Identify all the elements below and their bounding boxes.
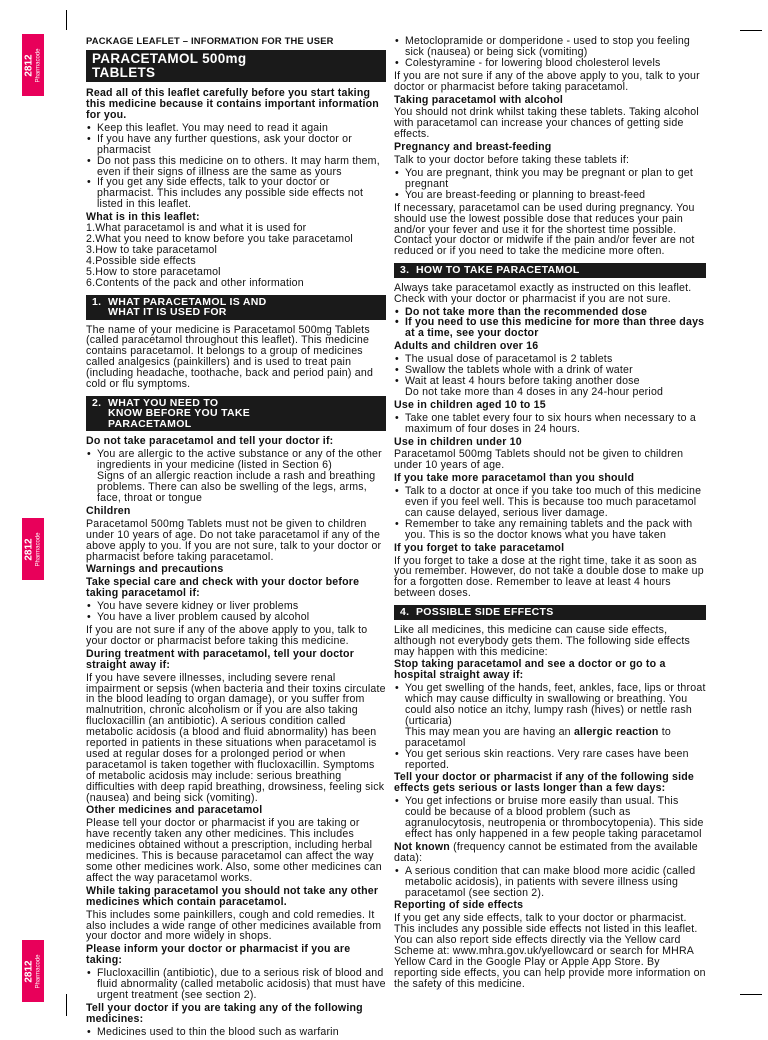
tell-pharmacist-bullet: • You get infections or bruise more easily than usual. This could be because of a blood problem (such as agranulocytosis, neutropenia or thrombocytopenia). This side effect has only happened in a few people taking paracetamol [394,796,706,840]
pharmacode-tab [22,940,44,1002]
allergic-bold: allergic reaction [573,725,659,738]
forget-body: If you forget to take a dose at the right time, take it as soon as you remember. However, do not take a double dose to make up for a forgotten dose. Remember to leave at least 4 hours between doses. [394,554,704,600]
other-medicines-body: Please tell your doctor or pharmacist if you are taking or have recently taken any other medicines. This includes medicines obtained without a prescription, including herbal medicines. This is because paracetamol can affect the way some other medicines work. Also, some other medicines can affect the way paracetamol works. [86,817,382,884]
dont-take-continuation: Signs of an allergic reaction include a rash and breathing problems. There can also be swelling of the legs, arms, face, throat or tongue [97,470,376,504]
overdose-list [394,486,706,541]
leaflet-right-column [394,36,706,992]
dose-warning-bullet: • If you need to use this medicine for more than three days at a time, see your doctor [394,317,706,339]
tell-doctor-after: If you are not sure if any of the above apply to you, talk to your doctor or pharmacist before taking paracetamol. [394,69,700,93]
crop-mark [740,30,762,31]
product-title-line1: PARACETAMOL 500mg [92,50,247,66]
stop-taking-list [394,683,706,770]
warnings-heading: Warnings and precautions [86,563,224,576]
section-1-heading [86,295,386,320]
children-10-15-heading: Use in children aged 10 to 15 [394,398,546,411]
tell-pharmacist-heading: Tell your doctor or pharmacist if any of the following side effects gets serious or lasts longer than a few days: [394,771,695,795]
during-body: If you have severe illnesses, including severe renal impairment or sepsis (when bacteria and their toxins circulate in the blood leading to organ damage), or you suffer from malnutrition, chronic alcoholism or if you are also taking flucloxacillin (an antibiotic). A serious condition called metabolic acidosis (a blood and fluid abnormality) has been reported in patients in these situations when paracetamol is used at regular doses for a prolonged period or when paracetamol is taken together with flucloxacillin. Symptoms of metabolic acidosis may include: serious breathing difficulties with deep rapid breathing, drowsiness, feeling sick (nausea) and being sick (vomiting). [86,671,386,804]
dont-take-list [86,449,386,504]
reporting-heading: Reporting of side effects [394,899,524,912]
alcohol-heading: Taking paracetamol with alcohol [394,93,564,106]
section-number: 1. [92,295,102,308]
toc-item: 1.What paracetamol is and what it is used for [86,222,307,235]
adults-bullet: • Wait at least 4 hours before taking another dose [394,376,706,387]
alcohol-body: You should not drink whilst taking these tablets. Taking alcohol with paracetamol can increase your chances of getting side effects. [394,106,699,141]
other-medicines-heading: Other medicines and paracetamol [86,804,263,817]
care-after: If you are not sure if any of the above apply to you, talk to your doctor or pharmacist before taking this medicine. [86,623,368,647]
section-number: 4. [400,606,410,619]
pharmacode-tab [22,34,44,96]
section-4-intro: Like all medicines, this medicine can cause side effects, although not everybody gets them. The following side effects may happen with this medicine: [394,623,691,658]
inform-list [86,968,386,1001]
pharmacode-number: 2812 [23,959,35,983]
section-2-heading [86,396,386,432]
pharmacode-number: 2812 [23,53,35,77]
section-title-line: WHAT PARACETAMOL IS AND [108,295,267,308]
allergic-reaction-note [394,727,706,749]
section-title-line: KNOW BEFORE YOU TAKE [108,407,251,420]
while-taking-body: This includes some painkillers, cough and cold remedies. It also includes a wide range of other medicines available from your doctor and more widely in shops. [86,908,382,943]
adults-bullet: • The usual dose of paracetamol is 2 tablets [394,354,706,365]
not-known-list [394,866,706,899]
crop-mark [66,994,67,1016]
care-bullet: • You have severe kidney or liver problems [86,601,386,612]
pharmacode-label: Pharmacode [35,47,42,83]
section-number: 3. [400,264,410,277]
tell-doctor-bullet: • Metoclopramide or domperidone - used to stop you feeling sick (nausea) or being sick (vomiting) [394,36,706,58]
section-title-line: PARACETAMOL [108,417,192,430]
care-list [86,601,386,623]
pharmacode-tab [22,518,44,580]
not-known-bullet: • A serious condition that can make blood more acidic (called metabolic acidosis), in patients with severe illness using paracetamol (see section 2). [394,866,706,899]
section-3-intro: Always take paracetamol exactly as instructed on this leaflet. Check with your doctor or pharmacist if you are not sure. [394,281,692,305]
toc-item: 5.How to store paracetamol [86,265,221,278]
pregnancy-bullet: • You are breast-feeding or planning to breast-feed [394,190,706,201]
intro-bullet: • Keep this leaflet. You may need to read it again [86,123,386,134]
children-under-10-body: Paracetamol 500mg Tablets should not be given to children under 10 years of age. [394,448,684,472]
intro-bullet: • If you get any side effects, talk to your doctor or pharmacist. This includes any possible side effects not listed in this leaflet. [86,177,386,210]
product-title [86,50,386,82]
tell-pharmacist-list [394,796,706,840]
overdose-bullet: • Talk to a doctor at once if you take too much of this medicine even if you feel well. This is because too much paracetamol can cause delayed, serious liver damage. [394,486,706,519]
care-heading: Take special care and check with your doctor before taking paracetamol if: [86,576,360,600]
children-10-15-bullet: • Take one tablet every four to six hours when necessary to a maximum of four doses in 24 hours. [394,413,706,435]
pharmacode-label: Pharmacode [35,531,42,567]
toc-heading: What is in this leaflet: [86,211,200,224]
section-number: 2. [92,396,102,409]
section-title-line: WHAT IT IS USED FOR [108,306,227,319]
section-1-body: The name of your medicine is Paracetamol 500mg Tablets (called paracetamol throughout this leaflet). This medicine contains paracetamol. It belongs to a group of medicines called analgesics (painkillers) and is used to treat pain (including headache, toothache, back and period pain) and cold or flu symptoms. [86,323,374,391]
inform-bullet: • Flucloxacillin (antibiotic), due to a serious risk of blood and fluid abnormality (called metabolic acidosis) that must have urgent treatment (see section 2). [86,968,386,1001]
toc-item: 4.Possible side effects [86,254,196,267]
tell-doctor-list-continued [394,36,706,69]
allergic-pre: This may mean you are having an [405,725,574,738]
leaflet-header: PACKAGE LEAFLET – INFORMATION FOR THE USER [86,35,334,46]
children-10-15-list [394,413,706,435]
tell-doctor-bullet: • Medicines used to thin the blood such as warfarin [86,1027,386,1038]
reporting-body: If you get any side effects, talk to your doctor or pharmacist. This includes any possible side effects not listed in this leaflet. You can also report side effects directly via the Yellow card Scheme at: www.mhra.gov.uk/yellowcard or search for MHRA Yellow Card in the Google Play or Apple App Store. By reporting side effects, you can help provide more information on the safety of this medicine. [394,912,706,990]
adults-heading: Adults and children over 16 [394,340,539,353]
section-title-line: HOW TO TAKE PARACETAMOL [416,264,580,277]
children-body: Paracetamol 500mg Tablets must not be given to children under 10 years of age. Do not take paracetamol if any of the above apply to you. If you are not sure, talk to your doctor or pharmacist before taking paracetamol. [86,517,382,563]
intro-list [86,123,386,210]
section-title-line: POSSIBLE SIDE EFFECTS [416,606,554,619]
adults-continuation: Do not take more than 4 doses in any 24-hour period [405,385,664,398]
inform-heading: Please inform your doctor or pharmacist if you are taking: [86,943,351,967]
pharmacode-label: Pharmacode [35,953,42,989]
pregnancy-after: If necessary, paracetamol can be used during pregnancy. You should use the lowest possible dose that reduces your pain and/or your fever and use it for the shortest time possible. Contact your doctor or midwife if the pain and/or fever are not reduced or if you need to take the medicine more often. [394,201,695,258]
intro-bullet: • Do not pass this medicine on to others. It may harm them, even if their signs of illness are the same as yours [86,156,386,178]
allergic-post: to paracetamol [405,725,671,749]
during-heading: During treatment with paracetamol, tell your doctor straight away if: [86,647,355,671]
pregnancy-intro: Talk to your doctor before taking these tablets if: [394,154,630,167]
overdose-bullet: • Remember to take any remaining tablets and the pack with you. This is so the doctor knows what you have taken [394,519,706,541]
tell-doctor-bullet: • Colestyramine - for lowering blood cholesterol levels [394,58,706,69]
stop-taking-bullet: • You get serious skin reactions. Very rare cases have been reported. [394,749,706,771]
pregnancy-list [394,168,706,201]
care-bullet: • You have a liver problem caused by alcohol [86,612,386,623]
children-under-10-heading: Use in children under 10 [394,435,522,448]
stop-taking-heading: Stop taking paracetamol and see a doctor or go to a hospital straight away if: [394,658,666,682]
dont-take-heading: Do not take paracetamol and tell your doctor if: [86,435,334,448]
dose-warning-list [394,307,706,340]
section-3-heading [394,263,706,278]
tell-doctor-heading: Tell your doctor if you are taking any of the following medicines: [86,1001,363,1025]
stop-taking-bullet: • You get swelling of the hands, feet, ankles, face, lips or throat which may cause difficulty in swallowing or breathing. You could also notice an itchy, lumpy rash (hives) or nettle rash (urticaria) [394,683,706,727]
dont-take-bullet: • You are allergic to the active substance or any of the other ingredients in your medicine (listed in Section 6) [86,449,386,471]
pharmacode-sidebar [0,0,48,1024]
intro-bullet: • If you have any further questions, ask your doctor or pharmacist [86,134,386,156]
table-of-contents [86,212,386,288]
not-known-rest: (frequency cannot be estimated from the available data): [394,840,698,864]
leaflet-left-column [86,36,386,1040]
adults-bullet: • Swallow the tablets whole with a drink of water [394,365,706,376]
not-known-line [394,842,706,864]
product-title-line2: TABLETS [92,65,156,81]
children-heading: Children [86,504,131,517]
toc-item: 6.Contents of the pack and other information [86,276,304,289]
tell-doctor-list [86,1027,386,1038]
adults-list [394,354,706,398]
forget-heading: If you forget to take paracetamol [394,541,565,554]
not-known-bold: Not known [394,840,450,853]
dose-warning-bullet: • Do not take more than the recommended dose [394,307,706,318]
overdose-heading: If you take more paracetamol than you should [394,472,635,485]
toc-item: 2.What you need to know before you take paracetamol [86,233,353,245]
crop-mark [66,10,67,30]
section-4-heading [394,605,706,620]
crop-mark [740,994,762,995]
while-taking-heading: While taking paracetamol you should not take any other medicines which contain paracetamol. [86,884,379,908]
section-title-line: WHAT YOU NEED TO [108,396,219,409]
pregnancy-bullet: • You are pregnant, think you may be pregnant or plan to get pregnant [394,168,706,190]
toc-item: 3.How to take paracetamol [86,243,218,256]
intro-lead: Read all of this leaflet carefully before you start taking this medicine because it contains important information for you. [86,87,379,122]
pharmacode-number: 2812 [23,537,35,561]
pregnancy-heading: Pregnancy and breast-feeding [394,141,552,154]
